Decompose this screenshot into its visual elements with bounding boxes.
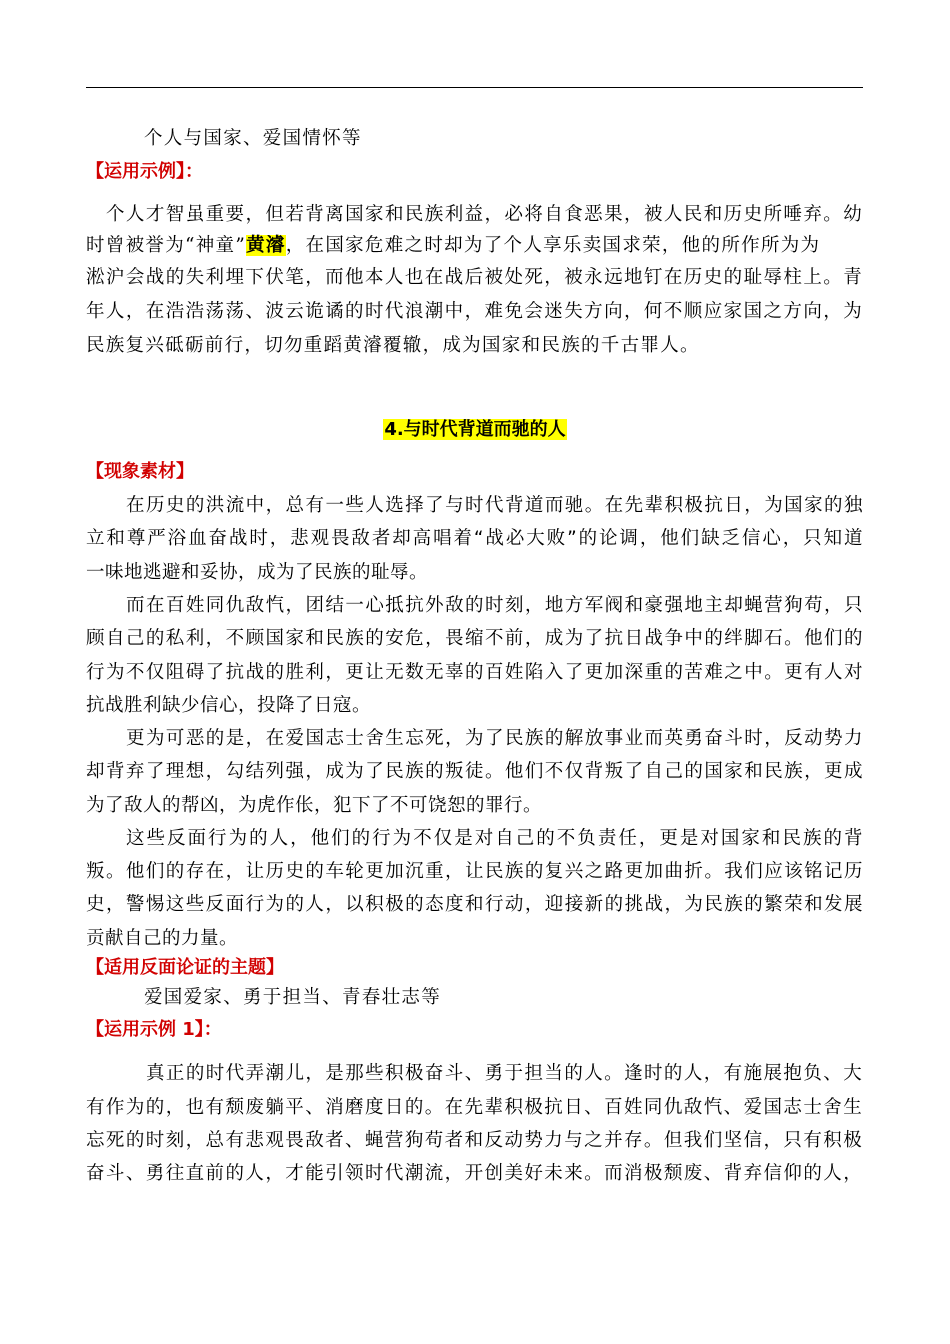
example-line: 淞沪会战的失利埋下伏笔，而他本人也在战后被处死，被永远地钉在历史的耻辱柱上。青 bbox=[86, 267, 863, 288]
material-line: 为了敌人的帮凶，为虎作伥，犯下了不可饶恕的罪行。 bbox=[86, 795, 543, 816]
material-line: 一味地逃避和妥协，成为了民族的耻辱。 bbox=[86, 562, 429, 583]
material-line: 在历史的洪流中，总有一些人选择了与时代背道而驰。在先辈积极抗日，为国家的独 bbox=[126, 495, 863, 516]
example-line: 个人才智虽重要，但若背离国家和民族利益，必将自食恶果，被人民和历史所唾弃。幼 bbox=[106, 204, 863, 225]
top-themes-text: 个人与国家、爱国情怀等 bbox=[144, 128, 362, 149]
material-line: 史，警惕这些反面行为的人，以积极的态度和行动，迎接新的挑战，为民族的繁荣和发展 bbox=[86, 894, 863, 915]
example-line bbox=[86, 234, 863, 258]
themes-text: 爱国爱家、勇于担当、青春壮志等 bbox=[144, 987, 442, 1008]
themes-label: 【适用反面论证的主题】 bbox=[86, 957, 284, 978]
material-line: 顾自己的私利，不顾国家和民族的安危，畏缩不前，成为了抗日战争中的绊脚石。他们的 bbox=[86, 628, 863, 649]
material-line: 更为可恶的是，在爱国志士舍生忘死，为了民族的解放事业而英勇奋斗时，反动势力 bbox=[126, 728, 863, 749]
example-line: 年人，在浩浩荡荡、波云诡谲的时代浪潮中，难免会迷失方向，何不顺应家国之方向，为 bbox=[86, 301, 863, 322]
material-line: 行为不仅阻碍了抗战的胜利，更让无数无辜的百姓陷入了更加深重的苦难之中。更有人对 bbox=[86, 662, 863, 683]
example-label: 【运用示例】： bbox=[86, 161, 203, 182]
section-heading-text: 4.与时代背道而驰的人 bbox=[384, 419, 566, 440]
highlighted-name: 黄濬 bbox=[246, 235, 286, 256]
material-line: 叛。他们的存在，让历史的车轮更加沉重，让民族的复兴之路更加曲折。我们应该铭记历 bbox=[86, 861, 863, 882]
example-line-prefix: 时曾被誉为“神童” bbox=[86, 235, 247, 256]
example-line-suffix: ，在国家危难之时却为了个人享乐卖国求荣，他的所作所为为 bbox=[285, 235, 821, 256]
material-line: 而在百姓同仇敌忾，团结一心抵抗外敌的时刻，地方军阀和豪强地主却蝇营狗苟，只 bbox=[126, 595, 863, 616]
material-line: 贡献自己的力量。 bbox=[86, 928, 239, 949]
material-line: 这些反面行为的人，他们的行为不仅是对自己的不负责任，更是对国家和民族的背 bbox=[126, 828, 863, 849]
example1-line: 奋斗、勇往直前的人，才能引领时代潮流，开创美好未来。而消极颓废、背弃信仰的人， bbox=[86, 1163, 863, 1184]
example1-label: 【运用示例 1】： bbox=[86, 1019, 222, 1040]
material-line: 立和尊严浴血奋战时，悲观畏敌者却高唱着“战必大败”的论调，他们缺乏信心，只知道 bbox=[86, 528, 863, 549]
material-label: 【现象素材】 bbox=[86, 461, 194, 482]
material-line: 抗战胜利缺少信心，投降了日寇。 bbox=[86, 695, 372, 716]
example1-line: 真正的时代弄潮儿，是那些积极奋斗、勇于担当的人。逢时的人，有施展抱负、大 bbox=[146, 1063, 863, 1084]
header-rule bbox=[86, 87, 863, 88]
section-heading bbox=[0, 418, 950, 442]
example-line: 民族复兴砥砺前行，切勿重蹈黄濬覆辙，成为国家和民族的千古罪人。 bbox=[86, 335, 700, 356]
material-line: 却背弃了理想，勾结列强，成为了民族的叛徒。他们不仅背叛了自己的国家和民族，更成 bbox=[86, 761, 863, 782]
example1-line: 有作为的，也有颓废躺平、消磨度日的。在先辈积极抗日、百姓同仇敌忾、爱国志士舍生 bbox=[86, 1097, 863, 1118]
example1-line: 忘死的时刻，总有悲观畏敌者、蝇营狗苟者和反动势力与之并存。但我们坚信，只有积极 bbox=[86, 1130, 863, 1151]
